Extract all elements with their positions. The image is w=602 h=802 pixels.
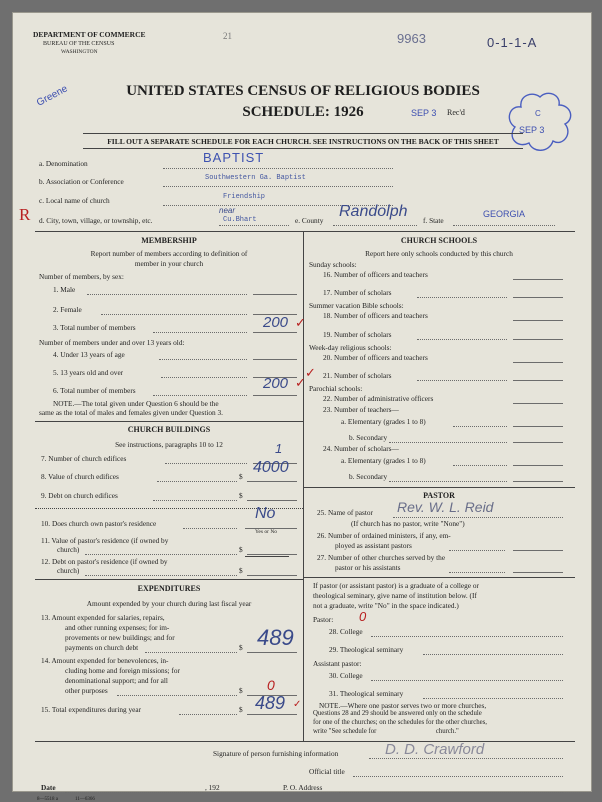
q28-label: 28. College	[329, 627, 363, 636]
association-label: b. Association or Conference	[39, 177, 124, 186]
q26-label-1: 26. Number of ordained ministers, if any, em-	[317, 531, 451, 540]
q11-label-1: 11. Value of pastor's residence (if owned by	[41, 536, 169, 545]
pastor-note-3: for one of the churches; on the schedules for the other churches,	[313, 719, 488, 726]
county-value: Randolph	[339, 203, 408, 220]
q16-label: 16. Number of officers and teachers	[323, 270, 428, 279]
church-name-label: c. Local name of church	[39, 196, 110, 205]
q12-label-2: church)	[57, 566, 80, 575]
q3-value: 200	[263, 314, 289, 331]
dept-name: DEPARTMENT OF COMMERCE	[33, 30, 146, 39]
check-icon: ✓	[293, 699, 302, 710]
form-title: UNITED STATES CENSUS OF RELIGIOUS BODIES	[126, 83, 480, 99]
q14-value: 0	[267, 677, 275, 693]
q19-label: 19. Number of scholars	[323, 330, 392, 339]
greene-stamp: Greene	[35, 83, 70, 109]
pastor-note-4: write "See schedule for church."	[313, 728, 459, 735]
q6-label: 6. Total number of members	[53, 386, 136, 395]
q8-dollar: $	[239, 472, 243, 481]
city-label: d. City, town, village, or township, etc.	[39, 216, 153, 225]
official-title-label: Official title	[309, 767, 345, 776]
denomination-value: BAPTIST	[203, 150, 265, 165]
q26-label-2: ployed as assistant pastors	[335, 541, 412, 550]
q22-label: 22. Number of administrative officers	[323, 394, 434, 403]
q21-label: 21. Number of scholars	[323, 371, 392, 380]
q5-label: 5. 13 years old and over	[53, 368, 124, 377]
sunday-label: Sunday schools:	[309, 260, 357, 269]
assistant-subhead: Assistant pastor:	[313, 659, 362, 668]
q14-dollar: $	[239, 686, 243, 695]
po-address-label: P. O. Address	[283, 783, 323, 792]
q13-line-1: 13. Amount expended for salaries, repairs,	[41, 613, 165, 622]
page-number: 21	[223, 31, 232, 41]
q20-label: 20. Number of officers and teachers	[323, 353, 428, 362]
expenditures-heading: EXPENDITURES	[137, 584, 201, 593]
q1-label: 1. Male	[53, 285, 76, 294]
q14-line-4: other purposes	[65, 686, 108, 695]
age-intro: Number of members under and over 13 years old:	[39, 338, 185, 347]
form-code-1: 8—5518 a	[37, 797, 58, 802]
pastor-note-1: NOTE.—Where one pastor serves two or more churches,	[319, 701, 487, 710]
q24-label: 24. Number of scholars—	[323, 444, 399, 453]
q2-label: 2. Female	[53, 305, 82, 314]
q23b-label: b. Secondary	[349, 433, 388, 442]
signature: D. D. Crawford	[385, 741, 485, 758]
graduate-note-3: not a graduate, write "No" in the space indicated.)	[313, 601, 459, 610]
q11-dollar: $	[239, 545, 243, 554]
q14-line-3: denominational support; and for all	[65, 676, 168, 685]
by-sex-label: Number of members, by sex:	[39, 272, 124, 281]
city-value: Cu.Bhart	[223, 216, 257, 224]
q29-label: 29. Theological seminary	[329, 645, 404, 654]
church-name-value: Friendship	[223, 193, 266, 201]
year-label: , 192	[205, 783, 220, 792]
pastor-note-2: Questions 28 and 29 should be answered only on the schedule	[313, 710, 482, 717]
q31-label: 31. Theological seminary	[329, 689, 404, 698]
q13-line-3: provements or new buildings; and for	[65, 633, 175, 642]
q13-line-2: and other running expenses; for im-	[65, 623, 170, 632]
q7-label: 7. Number of church edifices	[41, 454, 127, 463]
pastor-subhead: Pastor:	[313, 615, 334, 624]
q23a-label: a. Elementary (grades 1 to 8)	[341, 417, 426, 426]
q12-label-1: 12. Debt on pastor's residence (if owned by	[41, 557, 168, 566]
q13-dollar: $	[239, 643, 243, 652]
schools-sub: Report here only schools conducted by this church	[365, 249, 513, 258]
q8-label: 8. Value of church edifices	[41, 472, 119, 481]
expenditures-sub: Amount expended by your church during last fiscal year	[86, 599, 252, 608]
q6-value: 200	[263, 375, 289, 392]
state-value: GEORGIA	[483, 209, 526, 219]
q12-dollar: $	[239, 566, 243, 575]
q11-label-2: church)	[57, 545, 80, 554]
q10-value: No	[255, 505, 276, 522]
q4-label: 4. Under 13 years of age	[53, 350, 125, 359]
schools-heading: CHURCH SCHOOLS	[400, 236, 478, 245]
membership-note-2: same as the total of males and females given under Question 3.	[39, 408, 223, 417]
graduate-note-2: theological seminary, give name of institution below. (If	[313, 591, 477, 600]
q13-value: 489	[257, 625, 294, 650]
parochial-label: Parochial schools:	[309, 384, 363, 393]
date-stamp: SEP 3	[411, 108, 437, 118]
q10-label: 10. Does church own pastor's residence	[41, 519, 157, 528]
buildings-sub: See instructions, paragraphs 10 to 12	[115, 440, 223, 449]
q7-value: 1	[275, 441, 283, 456]
yes-no-hint: Yes or No	[255, 529, 278, 535]
serial-number: 9963	[397, 31, 426, 46]
check-icon: ✓	[305, 365, 316, 380]
q14-line-2: cluding home and foreign missions; for	[65, 666, 180, 675]
signature-label: Signature of person furnishing information	[213, 749, 339, 758]
near-annotation: near	[219, 206, 236, 215]
r-mark: R	[19, 205, 31, 224]
q18-label: 18. Number of officers and teachers	[323, 311, 428, 320]
q8-value: 4000	[253, 459, 289, 476]
q15-value: 489	[255, 693, 286, 713]
form-code-2: 11—6366	[75, 797, 95, 802]
pastor-graduate-value: 0	[359, 609, 367, 624]
membership-intro-1: Report number of members according to definition of	[90, 249, 248, 258]
date-label: Date	[41, 783, 56, 792]
q15-dollar: $	[239, 705, 243, 714]
q14-line-1: 14. Amount expended for benevolences, in-	[41, 656, 169, 665]
membership-note-1: NOTE.—The total given under Question 6 should be the	[53, 399, 219, 408]
denomination-label: a. Denomination	[39, 159, 88, 168]
county-label: e. County	[295, 216, 324, 225]
q24a-label: a. Elementary (grades 1 to 8)	[341, 456, 426, 465]
q9-label: 9. Debt on church edifices	[41, 491, 118, 500]
q15-label: 15. Total expenditures during year	[41, 705, 142, 714]
q25-note: (If church has no pastor, write "None")	[351, 519, 465, 528]
graduate-note-1: If pastor (or assistant pastor) is a graduate of a college or	[313, 581, 479, 590]
census-form	[12, 12, 592, 802]
q25-label: 25. Name of pastor	[317, 508, 373, 517]
membership-intro-2: member in your church	[134, 259, 204, 268]
instructions-line: FILL OUT A SEPARATE SCHEDULE FOR EACH CHURCH. SEE INSTRUCTIONS ON THE BACK OF THIS SHEET	[107, 137, 499, 146]
check-icon: ✓	[295, 375, 306, 390]
q17-label: 17. Number of scholars	[323, 288, 392, 297]
pastor-heading: PASTOR	[423, 491, 455, 500]
summer-label: Summer vacation Bible schools:	[309, 301, 404, 310]
q27-label-2: pastor or his assistants	[335, 563, 401, 572]
received-stamp-date: SEP 3	[519, 125, 545, 135]
q23-label: 23. Number of teachers—	[323, 405, 399, 414]
q27-label-1: 27. Number of other churches served by the	[317, 553, 446, 562]
q30-label: 30. College	[329, 671, 363, 680]
q13-line-4: payments on church debt	[65, 643, 139, 652]
city-name: WASHINGTON	[61, 49, 98, 55]
bureau-name: BUREAU OF THE CENSUS	[43, 41, 115, 47]
pastor-name-value: Rev. W. L. Reid	[397, 499, 494, 515]
check-icon: ✓	[295, 315, 306, 330]
q3-label: 3. Total number of members	[53, 323, 136, 332]
schedule-title: SCHEDULE: 1926	[242, 104, 364, 120]
form-code: 0-1-1-A	[487, 35, 538, 50]
weekday-label: Week-day religious schools:	[309, 343, 392, 352]
buildings-heading: CHURCH BUILDINGS	[127, 425, 211, 434]
received-label: Rec'd	[447, 108, 465, 117]
received-stamp-top: C	[535, 109, 541, 118]
q9-dollar: $	[239, 491, 243, 500]
q24b-label: b. Secondary	[349, 472, 388, 481]
membership-heading: MEMBERSHIP	[141, 236, 197, 245]
state-label: f. State	[423, 216, 444, 225]
association-value: Southwestern Ga. Baptist	[205, 174, 306, 182]
